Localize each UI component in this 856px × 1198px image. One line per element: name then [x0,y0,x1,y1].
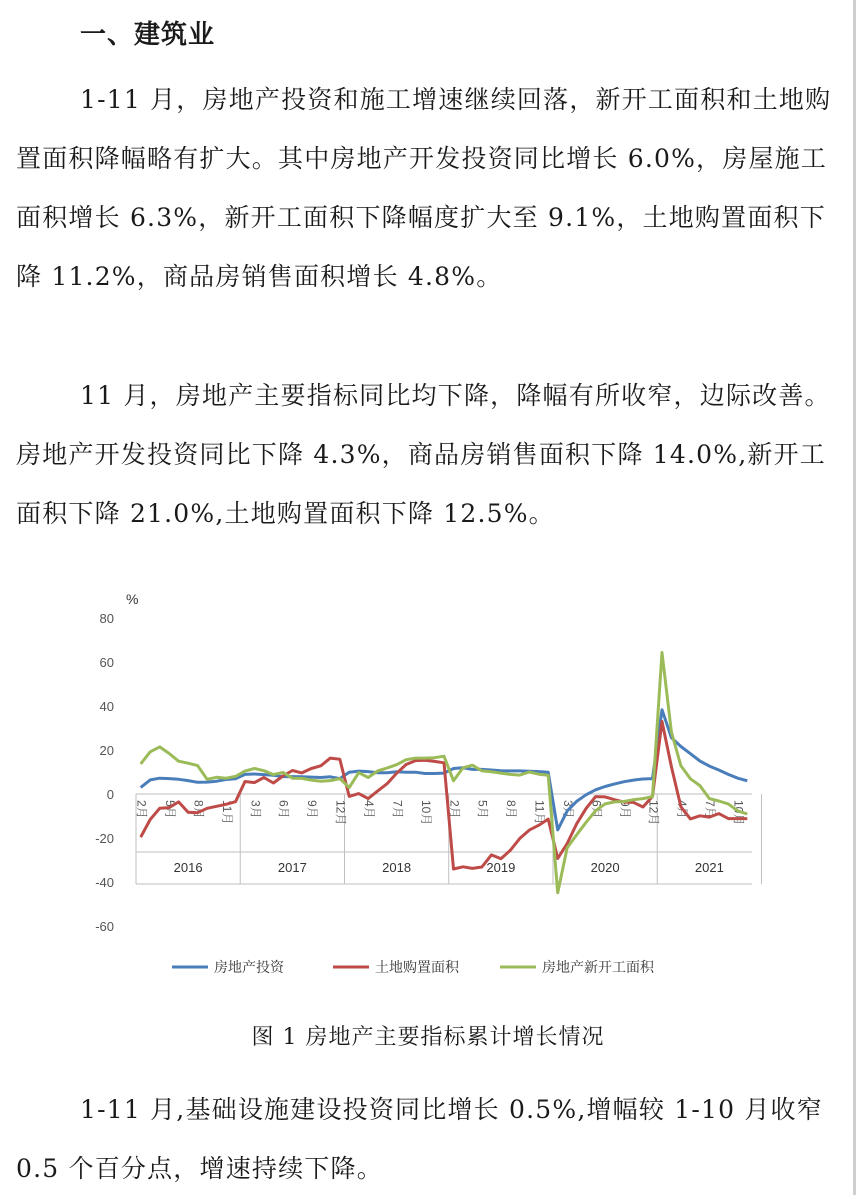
year-label: 2021 [694,860,724,875]
y-tick-label: 0 [106,787,114,802]
month-tick-label: 5月 [475,800,490,819]
paragraph-3: 1-11 月,基础设施建设投资同比增长 0.5%,增幅较 1-10 月收窄 0.5 个百分点，增速持续下降。 [16,1095,823,1183]
month-tick-label: 10月 [731,800,746,826]
paragraph-1: 1-11 月，房地产投资和施工增速继续回落，新开工面积和土地购置面积降幅略有扩大。其中房地产开发投资同比增长 6.0%，房屋施工面积增长 6.3%，新开工面积下降幅度扩大至 9.1%，土地购置面积下降 11.2%，商品房销售面积增长 4.8%。 [16,85,832,291]
month-tick-label: 4月 [674,800,689,819]
y-unit-label: % [126,591,139,607]
month-tick-label: 9月 [617,800,632,819]
y-tick-label: 20 [99,743,114,758]
month-tick-label: 12月 [333,800,348,826]
y-tick-label: -40 [95,875,114,890]
month-tick-label: 2月 [447,800,462,819]
month-tick-label: 3月 [248,800,263,819]
month-tick-label: 7月 [703,800,718,819]
year-label: 2017 [277,860,307,875]
year-label: 2016 [173,860,203,875]
paragraph-2: 11 月，房地产主要指标同比均下降，降幅有所收窄，边际改善。房地产开发投资同比下降 4.3%，商品房销售面积下降 14.0%,新开工面积下降 21.0%,土地购置面积下降 12.5%。 [16,381,831,528]
legend-label: 土地购置面积 [375,959,459,975]
month-tick-label: 4月 [362,800,377,819]
month-tick-label: 3月 [561,800,576,819]
y-tick-label: -60 [95,919,114,934]
month-tick-label: 5月 [162,800,177,819]
figure-caption: 图 1 房地产主要指标累计增长情况 [251,1025,605,1050]
year-label: 2019 [486,860,516,875]
month-tick-label: 6月 [589,800,604,819]
month-tick-label: 9月 [305,800,320,819]
y-tick-label: 80 [99,611,114,626]
month-tick-label: 2月 [134,800,149,819]
y-tick-label: -20 [95,831,114,846]
month-tick-label: 8月 [504,800,519,819]
month-tick-label: 11月 [532,800,547,825]
month-tick-label: 6月 [276,800,291,819]
legend-label: 房地产新开工面积 [542,959,654,975]
y-tick-label: 40 [99,699,114,714]
section-heading: 一、建筑业 [80,20,216,50]
month-tick-label: 11月 [219,800,234,825]
chart-container [70,585,770,985]
year-label: 2018 [382,860,412,875]
year-label: 2020 [590,860,620,875]
y-tick-label: 60 [99,655,114,670]
month-tick-label: 10月 [418,800,433,826]
line-chart [70,585,770,985]
legend-label: 房地产投资 [214,959,284,975]
month-tick-label: 12月 [646,800,661,826]
month-tick-label: 7月 [390,800,405,819]
month-tick-label: 8月 [191,800,206,819]
